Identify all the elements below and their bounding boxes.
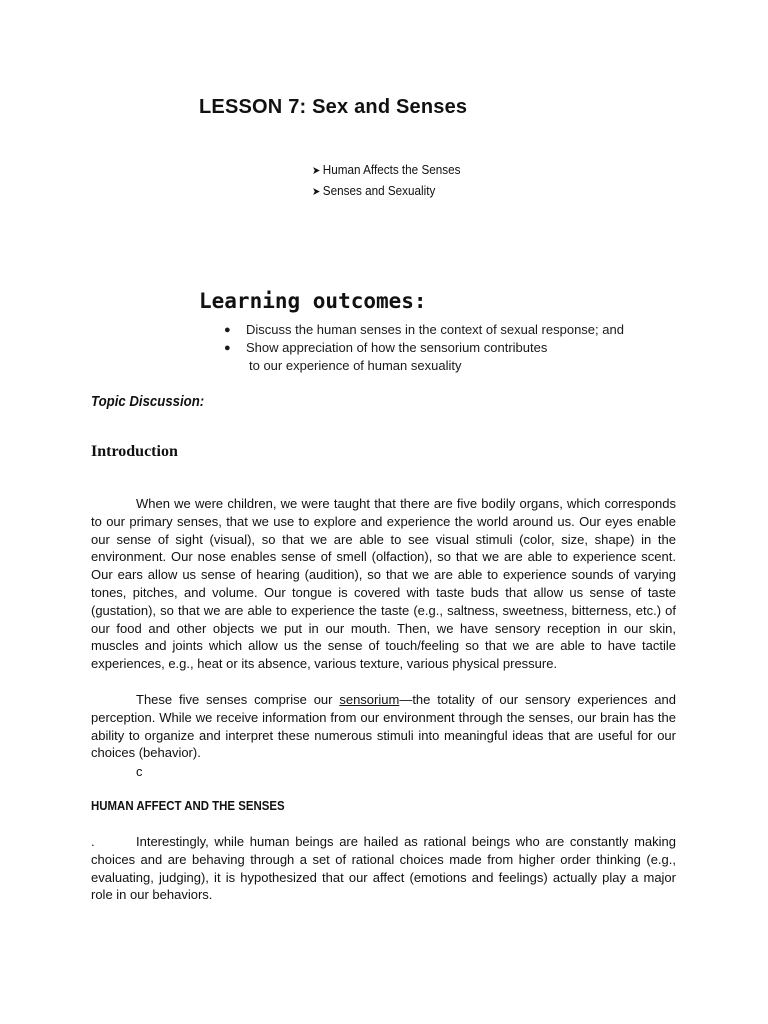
arrow-bullet-icon: ➤ (312, 186, 321, 198)
list-item (312, 181, 460, 202)
list-item (222, 321, 624, 339)
list-item (312, 160, 460, 181)
outcome-text: Discuss the human senses in the context of sexual response; and (246, 322, 624, 337)
lead-period: . (91, 834, 95, 849)
lesson-topic-list (312, 160, 460, 202)
bullet-icon: ● (224, 342, 231, 354)
stray-character: c (136, 764, 143, 779)
outcome-text: Show appreciation of how the sensorium contributes (246, 340, 548, 355)
arrow-bullet-icon: ➤ (312, 165, 321, 177)
paragraph-text-end: —the totality of our sensory experiences and perception. While we receive information from our environment through the senses, our brain has the ability to organize and interpret these numerous stimuli into meaningful ideas that are useful for our choices (behavior). (91, 692, 676, 761)
sensorium-term: sensorium (339, 692, 400, 707)
introduction-heading: Introduction (91, 443, 178, 460)
human-affect-heading: HUMAN AFFECT AND THE SENSES (91, 798, 285, 813)
paragraph-text-start: These five senses comprise our (136, 692, 340, 707)
topic-discussion-label: Topic Discussion: (91, 393, 205, 410)
paragraph-text: Interestingly, while human beings are hailed as rational beings who are constantly making choices and are behaving through a set of rational choices made from higher order thinking (e.g., evaluating, judging), it is hypothesized that our affect (emotions and feelings) actually play a major role in our behaviors. (91, 834, 676, 903)
topic-label: Senses and Sexuality (322, 183, 436, 198)
bullet-icon: ● (224, 324, 231, 336)
learning-outcomes-heading: Learning outcomes: (199, 289, 427, 313)
sensorium-paragraph (91, 691, 676, 762)
human-affect-paragraph (91, 833, 676, 904)
paragraph-text: When we were children, we were taught that there are five bodily organs, which corresponds to our primary senses, that we use to explore and experience the world around us. Our eyes enable our sense of sight (visual), so that we are able to see visual stimuli (color, size, shape) in the environment. Our nose enables sense of smell (olfaction), so that we are able to experience scent. Our ears allow us sense of hearing (audition), so that we are able to experience sounds of varying tones, pitches, and volume. Our tongue is covered with taste buds that allow us sense of taste (gustation), so that we are able to experience the taste (e.g., saltness, sweetness, bitterness, etc.) of our food and other objects we put in our mouth. Then, we have sensory reception in our skin, muscles and joints which allow us the sense of touch/feeling so that we are able to have tactile experiences, e.g., heat or its absence, various texture, various physical pressure. (91, 496, 676, 672)
lesson-title: LESSON 7: Sex and Senses (199, 96, 468, 118)
topic-label: Human Affects the Senses (322, 162, 461, 177)
outcome-text-continued: to our experience of human sexuality (249, 358, 462, 373)
learning-outcomes-list (222, 321, 624, 375)
list-item (222, 339, 624, 375)
introduction-paragraph (91, 495, 676, 673)
